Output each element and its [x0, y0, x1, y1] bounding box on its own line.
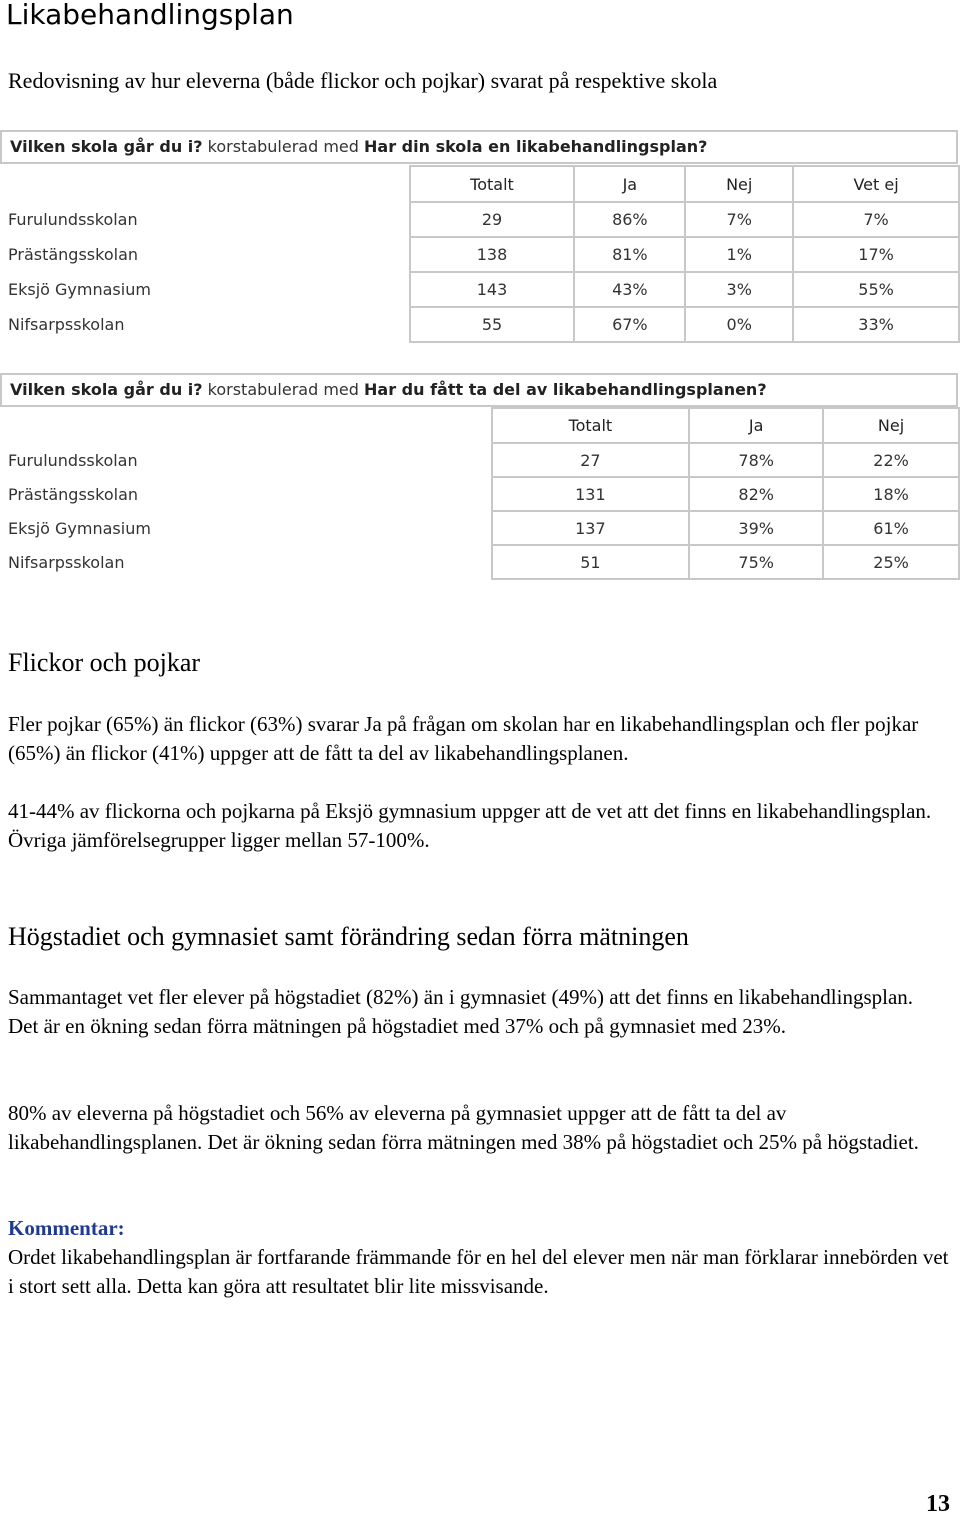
cell-ja: 82%	[689, 477, 823, 511]
table2-question-1: Vilken skola går du i?	[10, 380, 203, 399]
school-name: Furulundsskolan	[8, 450, 138, 470]
table2-question-2: Har du fått ta del av likabehandlingsplanen?	[364, 380, 767, 399]
school-name: Nifsarpsskolan	[8, 552, 125, 572]
section-heading-flickor-pojkar: Flickor och pojkar	[8, 648, 201, 677]
section-heading-hogstadiet-gymnasiet: Högstadiet och gymnasiet samt förändring sedan förra mätningen	[8, 922, 689, 951]
cell-totalt: 131	[492, 477, 690, 511]
table2-header-nej: Nej	[823, 408, 959, 443]
cell-vet-ej: 7%	[793, 202, 959, 237]
section1-paragraph-2	[8, 797, 958, 855]
table2-header-row	[0, 408, 959, 443]
table-row	[0, 307, 959, 342]
table2-header-totalt: Totalt	[492, 408, 690, 443]
table2-header-ja: Ja	[689, 408, 823, 443]
section2-paragraph-3	[8, 1099, 958, 1157]
cell-vet-ej: 55%	[793, 272, 959, 307]
cell-totalt: 27	[492, 443, 690, 477]
school-name: Furulundsskolan	[8, 210, 138, 229]
table2-caption-connector: korstabulerad med	[202, 380, 365, 399]
cell-ja: 86%	[574, 202, 685, 237]
cell-totalt: 55	[410, 307, 575, 342]
table1	[0, 165, 960, 343]
cell-nej: 1%	[685, 237, 793, 272]
cell-nej: 25%	[823, 545, 959, 579]
table-row	[0, 202, 959, 237]
school-name: Nifsarpsskolan	[8, 315, 125, 334]
cell-totalt: 138	[410, 237, 575, 272]
table-row	[0, 477, 959, 511]
paragraph-text: Det är en ökning sedan förra mätningen på högstadiet med 37% och på gymnasiet med 23%.	[8, 1014, 786, 1038]
cell-nej: 22%	[823, 443, 959, 477]
cell-vet-ej: 33%	[793, 307, 959, 342]
table-row	[0, 237, 959, 272]
cell-ja: 67%	[574, 307, 685, 342]
table-row	[0, 443, 959, 477]
cell-ja: 81%	[574, 237, 685, 272]
section1-paragraph-1	[8, 710, 958, 768]
cell-totalt: 143	[410, 272, 575, 307]
table1-caption-connector: korstabulerad med	[202, 137, 365, 156]
cell-totalt: 29	[410, 202, 575, 237]
table-row	[0, 511, 959, 545]
cell-vet-ej: 17%	[793, 237, 959, 272]
cell-nej: 18%	[823, 477, 959, 511]
school-name: Eksjö Gymnasium	[8, 518, 151, 538]
table1-question-1: Vilken skola går du i?	[10, 137, 203, 156]
school-name: Prästängsskolan	[8, 484, 139, 504]
table1-header-nej: Nej	[685, 166, 793, 202]
cell-ja: 75%	[689, 545, 823, 579]
cell-ja: 39%	[689, 511, 823, 545]
paragraph-text: 80% av eleverna på högstadiet och 56% av eleverna på gymnasiet uppger att de fått ta del av likabehandlingsplanen. Det är ökning sedan förra mätningen med 38% på högstadiet och 25% på högstadiet.	[8, 1101, 919, 1154]
table2-caption	[0, 373, 958, 407]
table1-question-2: Har din skola en likabehandlingsplan?	[364, 137, 708, 156]
intro-text: Redovisning av hur eleverna (både flickor och pojkar) svarat på respektive skola	[8, 68, 718, 93]
table-row	[0, 272, 959, 307]
cell-ja: 78%	[689, 443, 823, 477]
cell-totalt: 51	[492, 545, 690, 579]
table1-header-row	[0, 166, 959, 202]
table1-header-vet-ej: Vet ej	[793, 166, 959, 202]
school-name: Eksjö Gymnasium	[8, 280, 151, 299]
cell-nej: 3%	[685, 272, 793, 307]
cell-totalt: 137	[492, 511, 690, 545]
page-title: Likabehandlingsplan	[6, 0, 294, 31]
school-name: Prästängsskolan	[8, 245, 139, 264]
paragraph-text: 41-44% av flickorna och pojkarna på Eksjö gymnasium uppger att de vet att det finns en likabehandlingsplan. Övriga jämförelsegrupper ligger mellan 57-100%.	[8, 799, 932, 852]
comment-block	[8, 1214, 958, 1301]
cell-nej: 7%	[685, 202, 793, 237]
paragraph-text: Sammantaget vet fler elever på högstadiet (82%) än i gymnasiet (49%) att det finns en likabehandlingsplan.	[8, 985, 914, 1009]
paragraph-text: Fler pojkar (65%) än flickor (63%) svarar Ja på frågan om skolan har en likabehandlingsplan och fler pojkar (65%) än flickor (41%) uppger att de fått ta del av likabehandlingsplanen.	[8, 712, 919, 765]
cell-nej: 0%	[685, 307, 793, 342]
table1-caption	[0, 130, 958, 164]
table-row	[0, 545, 959, 579]
cell-nej: 61%	[823, 511, 959, 545]
table2	[0, 407, 960, 580]
comment-text: Ordet likabehandlingsplan är fortfarande främmande för en hel del elever men när man förklarar innebörden vet i stort sett alla. Detta kan göra att resultatet blir lite missvisande.	[8, 1245, 949, 1298]
section2-paragraph-1	[8, 983, 958, 1041]
comment-label: Kommentar:	[8, 1216, 125, 1240]
table1-header-totalt: Totalt	[410, 166, 575, 202]
table1-header-ja: Ja	[574, 166, 685, 202]
cell-ja: 43%	[574, 272, 685, 307]
page-number: 13	[926, 1491, 950, 1517]
